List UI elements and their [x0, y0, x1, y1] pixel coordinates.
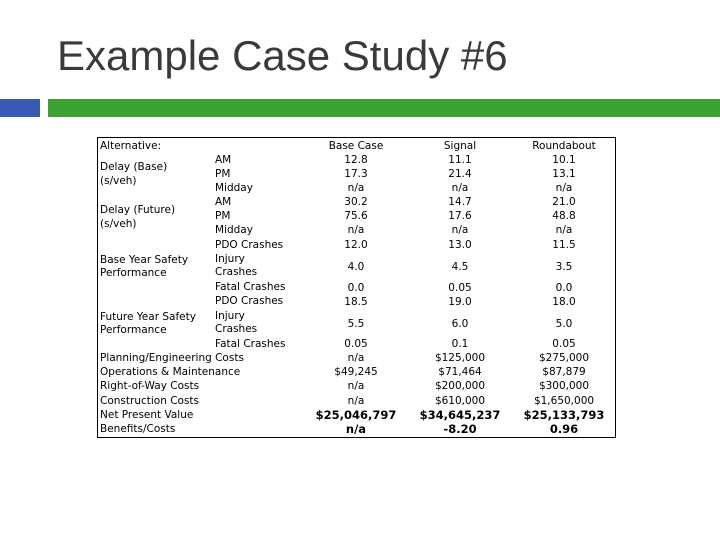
header-signal: Signal: [443, 140, 477, 152]
group-label: Delay (Future): [100, 204, 176, 216]
cell-value: 0.0: [555, 282, 573, 294]
cell-value: n/a: [555, 182, 573, 194]
group-label: Base Year Safety: [100, 254, 189, 266]
cell-value: $125,000: [434, 352, 486, 364]
cell-value: 19.0: [448, 296, 472, 308]
cell-value: n/a: [347, 352, 365, 364]
row-label: Benefits/Costs: [100, 423, 176, 435]
group-label: (s/veh): [100, 175, 137, 187]
cell-value: 5.0: [555, 318, 573, 330]
cell-value: $49,245: [334, 366, 378, 378]
cell-value: 48.8: [552, 210, 576, 222]
row-sublabel: Midday: [215, 224, 253, 236]
row-label: Right-of-Way Costs: [100, 380, 200, 392]
row-sublabel: PM: [215, 210, 231, 222]
group-label: Performance: [100, 324, 167, 336]
cell-value: $275,000: [538, 352, 590, 364]
row-sublabel: Midday: [215, 182, 253, 194]
row-label: Net Present Value: [100, 409, 194, 421]
cell-value: n/a: [347, 182, 365, 194]
cell-value: $200,000: [434, 380, 486, 392]
cell-value: $71,464: [438, 366, 482, 378]
row-sublabel: Fatal Crashes: [215, 281, 286, 293]
cell-value-npv: $34,645,237: [419, 408, 501, 422]
cell-value: 5.5: [347, 318, 365, 330]
cell-value: 10.1: [552, 154, 576, 166]
row-sublabel: Crashes: [215, 266, 258, 278]
cell-value: n/a: [451, 224, 469, 236]
row-sublabel: Crashes: [215, 323, 258, 335]
cell-value: 3.5: [555, 261, 573, 273]
cell-value: 17.6: [448, 210, 472, 222]
group-label: Future Year Safety: [100, 311, 196, 323]
header-roundabout: Roundabout: [532, 140, 596, 152]
cell-value: 0.05: [552, 338, 576, 350]
row-sublabel: PM: [215, 168, 231, 180]
row-label: Operations & Maintenance: [100, 366, 241, 378]
header-alternative: Alternative:: [100, 140, 162, 152]
group-label: Delay (Base): [100, 161, 168, 173]
row-sublabel: PDO Crashes: [215, 295, 284, 307]
cell-value: n/a: [451, 182, 469, 194]
cell-value: 18.0: [552, 296, 576, 308]
cell-value-npv: $25,133,793: [523, 408, 605, 422]
cell-value: n/a: [347, 224, 365, 236]
row-sublabel: Injury: [215, 253, 245, 265]
cell-value: 11.1: [448, 154, 472, 166]
row-sublabel: Injury: [215, 310, 245, 322]
cell-value: 13.0: [448, 239, 472, 251]
cell-value: 21.4: [448, 168, 472, 180]
cell-value: $610,000: [434, 395, 486, 407]
cell-value: 11.5: [552, 239, 576, 251]
cell-value: 75.6: [344, 210, 368, 222]
cell-value: 0.0: [347, 282, 365, 294]
cell-value: $1,650,000: [533, 395, 595, 407]
cell-value: 17.3: [344, 168, 368, 180]
cell-value-bc: -8.20: [443, 422, 477, 436]
cell-value: n/a: [555, 224, 573, 236]
group-label: Performance: [100, 267, 167, 279]
row-sublabel: Fatal Crashes: [215, 338, 286, 350]
cell-value: 30.2: [344, 196, 368, 208]
cell-value: n/a: [347, 395, 365, 407]
slide-title: Example Case Study #6: [57, 32, 508, 79]
accent-bar-green: [48, 99, 720, 117]
cell-value-npv: $25,046,797: [315, 408, 397, 422]
cell-value: 21.0: [552, 196, 576, 208]
row-sublabel: AM: [215, 154, 232, 166]
row-label: Planning/Engineering Costs: [100, 352, 244, 364]
group-label: (s/veh): [100, 218, 137, 230]
cell-value: 12.0: [344, 239, 368, 251]
cell-value: 13.1: [552, 168, 576, 180]
row-sublabel: AM: [215, 196, 232, 208]
cell-value: 0.05: [344, 338, 368, 350]
cell-value: n/a: [347, 380, 365, 392]
row-sublabel: PDO Crashes: [215, 239, 284, 251]
cell-value: 0.05: [448, 282, 472, 294]
cell-value: 12.8: [344, 154, 368, 166]
cell-value: $300,000: [538, 380, 590, 392]
cell-value: 4.5: [451, 261, 469, 273]
row-label: Construction Costs: [100, 395, 200, 407]
cell-value: 4.0: [347, 261, 365, 273]
cell-value-bc: n/a: [345, 422, 367, 436]
comparison-table: [97, 137, 616, 438]
cell-value-bc: 0.96: [549, 422, 579, 436]
cell-value: 6.0: [451, 318, 469, 330]
cell-value: $87,879: [542, 366, 586, 378]
header-base-case: Base Case: [328, 140, 384, 152]
cell-value: 14.7: [448, 196, 472, 208]
cell-value: 18.5: [344, 296, 368, 308]
accent-bar-blue: [0, 99, 40, 117]
cell-value: 0.1: [451, 338, 469, 350]
